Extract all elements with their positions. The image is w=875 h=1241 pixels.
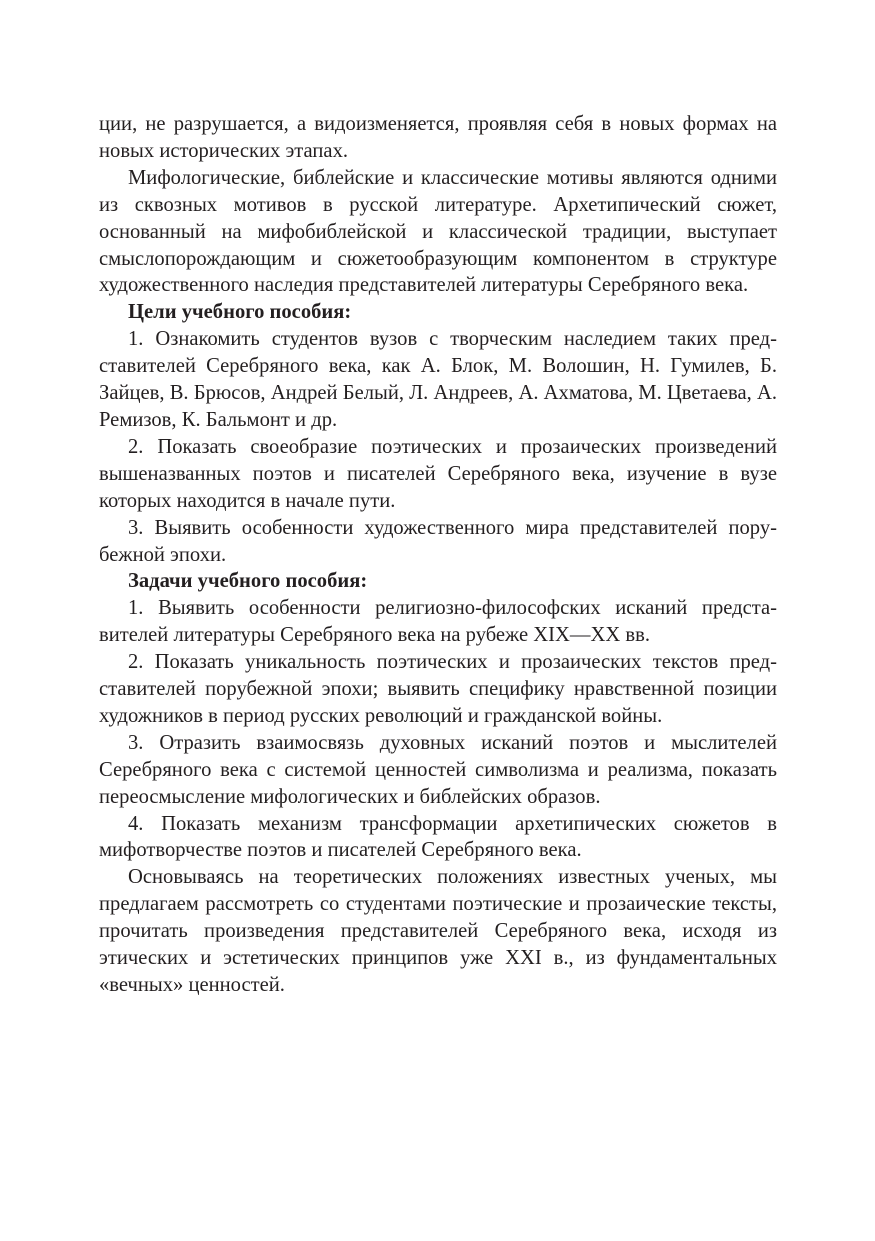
paragraph-conclusion: Основываясь на теоретических положениях известных ученых, мы предлагаем рассмотреть со студентами поэтические и прозаические тексты, прочитать произведения представителей Серебряного века, исходя из этических и эстетических принципов уже XXI в., из фундаментальных «вечных» ценностей. (99, 866, 777, 996)
paragraph-continuation: ции, не разрушается, а видоизменяется, проявляя себя в новых формах на новых исторических этапах. (99, 113, 777, 162)
task-item-3: 3. Отразить взаимосвязь духовных исканий поэтов и мыслителей Серебряного века с системой ценностей символизма и реализма, показать переосмысление мифологических и библейских образов. (99, 731, 777, 808)
page-body (99, 111, 777, 999)
paragraph-motifs: Мифологические, библейские и классические мотивы являются одними из сквозных мотивов в русской литературе. Архетипический сюжет, основанный на мифобиблейской и классической традиции, выступает смыслопорождающим и сюжетообразующим компонентом в структуре художественного наследия представителей литературы Серебряного века. (99, 166, 777, 297)
goal-item-3: 3. Выявить особенности художественного мира представителей порубежной эпохи. (99, 516, 777, 566)
heading-goals: Цели учебного пособия: (128, 301, 352, 324)
task-item-1: 1. Выявить особенности религиозно-философских исканий представителей литературы Серебряного века на рубеже XIX—XX вв. (99, 597, 777, 647)
task-item-2: 2. Показать уникальность поэтических и прозаических текстов представителей порубежной эпохи; выявить специфику нравственной позиции художников в период русских революций и гражданской войны. (99, 651, 777, 727)
task-item-4: 4. Показать механизм трансформации архетипических сюжетов в мифотворчестве поэтов и писателей Серебряного века. (99, 812, 777, 862)
goal-item-2: 2. Показать своеобразие поэтических и прозаических произведений вышеназванных поэтов и писателей Серебряного века, изучение в вузе которых находится в начале пути. (99, 435, 777, 512)
goal-item-1: 1. Ознакомить студентов вузов с творческим наследием таких представителей Серебряного века, как А. Блок, М. Волошин, Н. Гумилев, Б. Зайцев, В. Брюсов, Андрей Белый, Л. Андреев, А. Ахматова, М. Цветаева, А. Ремизов, К. Бальмонт и др. (99, 328, 777, 431)
heading-tasks: Задачи учебного пособия: (128, 570, 368, 593)
